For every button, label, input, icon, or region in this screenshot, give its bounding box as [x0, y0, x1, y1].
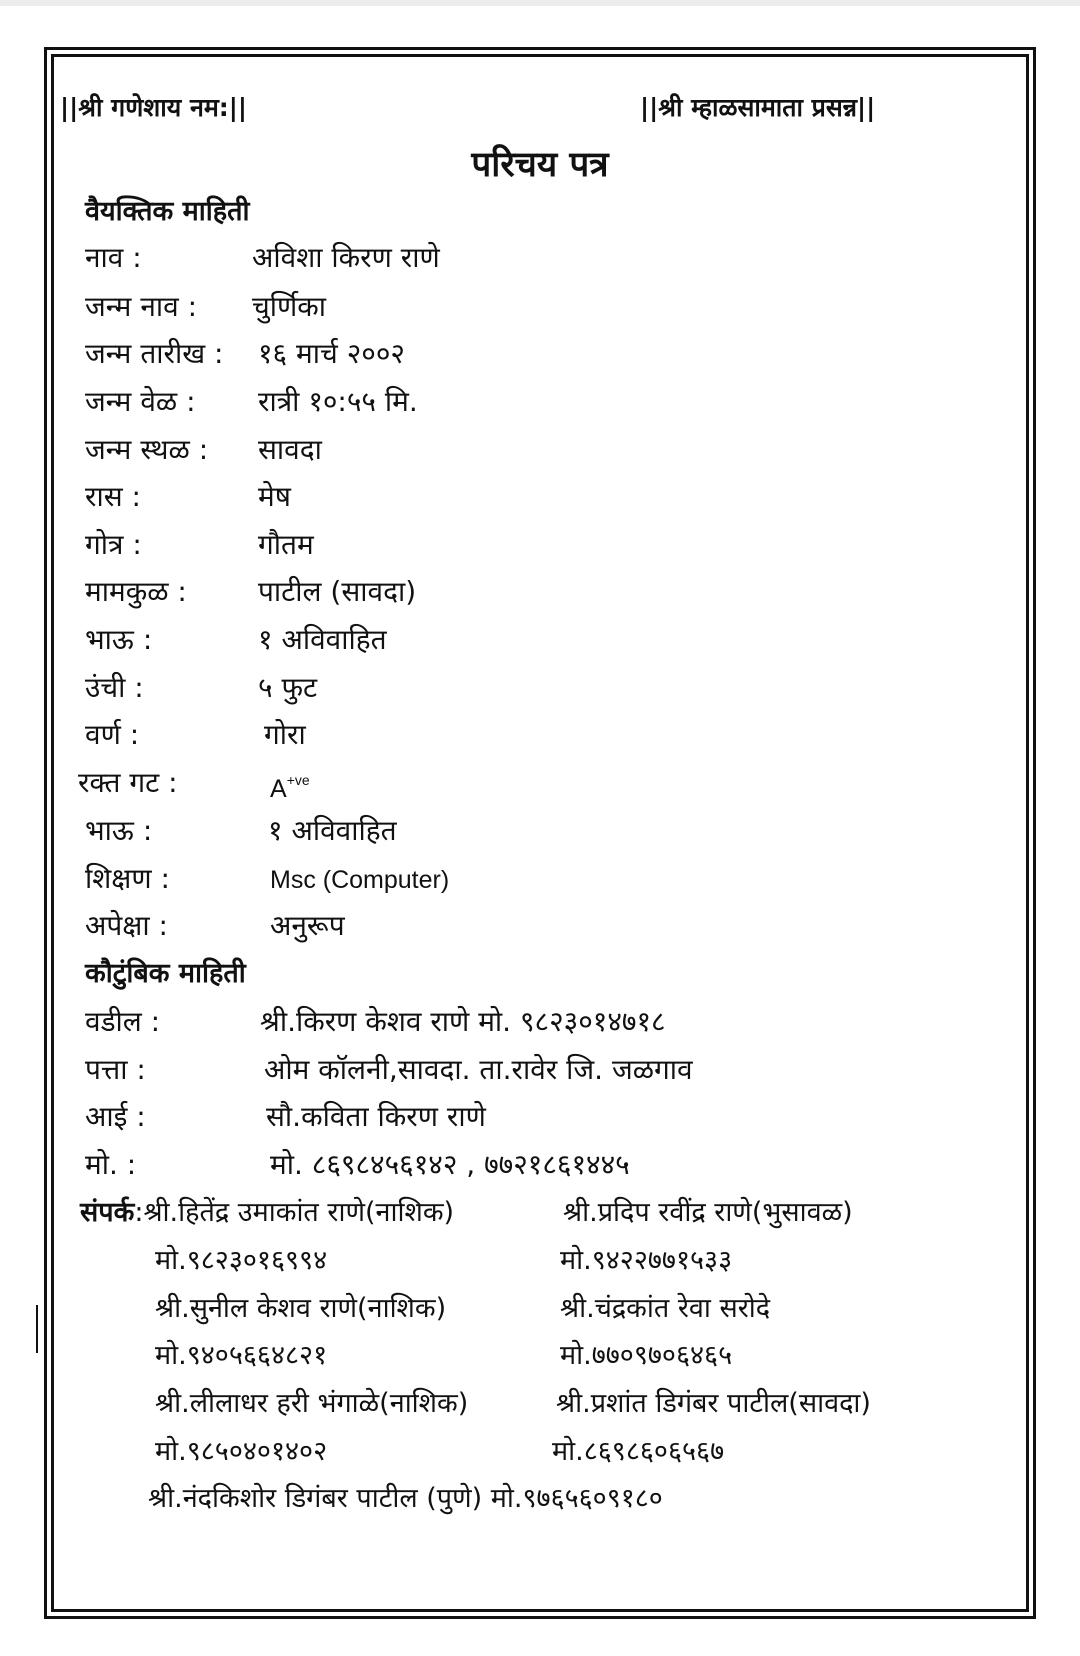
mobile-value: मो. ८६९८४५६१४२ , ७७२१८६१४४५ [270, 1148, 630, 1181]
inner-border [51, 54, 1029, 1612]
brother-label-2: भाऊ : [85, 814, 153, 847]
birth-place-value: सावदा [258, 433, 322, 466]
blood-group-letter: A [270, 775, 287, 803]
father-label: वडील : [85, 1005, 161, 1038]
address-label: पत्ता : [85, 1053, 146, 1086]
rashi-label: रास : [85, 480, 141, 513]
contact-2-name: श्री.प्रदिप रवींद्र राणे(भुसावळ) [563, 1197, 853, 1228]
name-label: नाव : [85, 241, 142, 274]
blood-group-rh: +ve [286, 772, 310, 788]
education-label: शिक्षण : [85, 862, 170, 895]
contact-2-mobile: मो.९४२२७७१५३३ [560, 1245, 733, 1276]
contact-4-name: श्री.चंद्रकांत रेवा सरोदे [560, 1293, 771, 1324]
maternal-family-value: पाटील (सावदा) [258, 575, 417, 608]
contact-1-mobile: मो.९८२३०१६९९४ [155, 1245, 328, 1276]
contact-3-name: श्री.सुनील केशव राणे(नाशिक) [155, 1293, 447, 1324]
brother-value-2: १ अविवाहित [268, 814, 397, 847]
contact-7: श्री.नंदकिशोर डिगंबर पाटील (पुणे) मो.९७६५६०९१८० [148, 1483, 663, 1514]
contact-5-name: श्री.लीलाधर हरी भंगाळे(नाशिक) [155, 1388, 469, 1419]
expectation-value: अनुरूप [270, 909, 345, 942]
birth-date-value: १६ मार्च २००२ [258, 337, 405, 370]
expectation-label: अपेक्षा : [85, 909, 168, 942]
birth-time-label: जन्म वेळ : [85, 385, 196, 418]
complexion-label: वर्ण : [85, 718, 140, 751]
mother-label: आई : [85, 1100, 146, 1133]
contact-3-mobile: मो.९४०५६६४८२१ [155, 1340, 328, 1371]
header-right-invocation: ||श्री म्हाळसामाता प्रसन्न|| [640, 93, 876, 122]
birth-name-value: चुर्णिका [252, 290, 327, 323]
gotra-label: गोत्र : [85, 528, 142, 561]
birth-date-label: जन्म तारीख : [85, 337, 224, 370]
blood-group-value [270, 773, 310, 802]
contact-4-mobile: मो.७७०९७०६४६५ [560, 1340, 733, 1371]
address-value: ओम कॉलनी,सावदा. ता.रावेर जि. जळगाव [264, 1053, 693, 1086]
header-left-invocation: ||श्री गणेशाय नम:|| [60, 93, 248, 122]
text-cursor [36, 1305, 38, 1353]
blood-group-label: रक्त गट : [78, 766, 178, 799]
family-info-heading: कौटुंबिक माहिती [85, 958, 246, 989]
contacts-colon: : [134, 1197, 144, 1228]
mother-value: सौ.कविता किरण राणे [266, 1100, 486, 1133]
contact-5-mobile: मो.९८५०४०१४०२ [155, 1436, 328, 1467]
brother-label: भाऊ : [85, 623, 153, 656]
birth-name-label: जन्म नाव : [85, 290, 198, 323]
father-value: श्री.किरण केशव राणे मो. ९८२३०१४७१८ [260, 1005, 666, 1038]
complexion-value: गोरा [264, 718, 306, 751]
contact-1-name: श्री.हितेंद्र उमाकांत राणे(नाशिक) [143, 1197, 455, 1228]
page-title: परिचय पत्र [471, 145, 609, 185]
name-value: अविशा किरण राणे [252, 241, 440, 274]
gotra-value: गौतम [258, 528, 314, 561]
height-label: उंची : [85, 671, 144, 704]
height-value: ५ फुट [258, 671, 318, 704]
mobile-label: मो. : [85, 1148, 137, 1181]
birth-place-label: जन्म स्थळ : [85, 433, 209, 466]
brother-value: १ अविवाहित [258, 623, 387, 656]
maternal-family-label: मामकुळ : [85, 575, 187, 608]
birth-time-value: रात्री १०:५५ मि. [258, 385, 418, 418]
contacts-row-1-left [80, 1199, 454, 1226]
contact-6-name: श्री.प्रशांत डिगंबर पाटील(सावदा) [556, 1388, 871, 1419]
top-strip [0, 0, 1080, 6]
education-value: Msc (Computer) [270, 866, 450, 894]
contacts-heading: संपर्क [80, 1197, 135, 1228]
rashi-value: मेष [258, 480, 291, 513]
contact-6-mobile: मो.८६९८६०६५६७ [552, 1436, 725, 1467]
personal-info-heading: वैयक्तिक माहिती [85, 196, 250, 227]
